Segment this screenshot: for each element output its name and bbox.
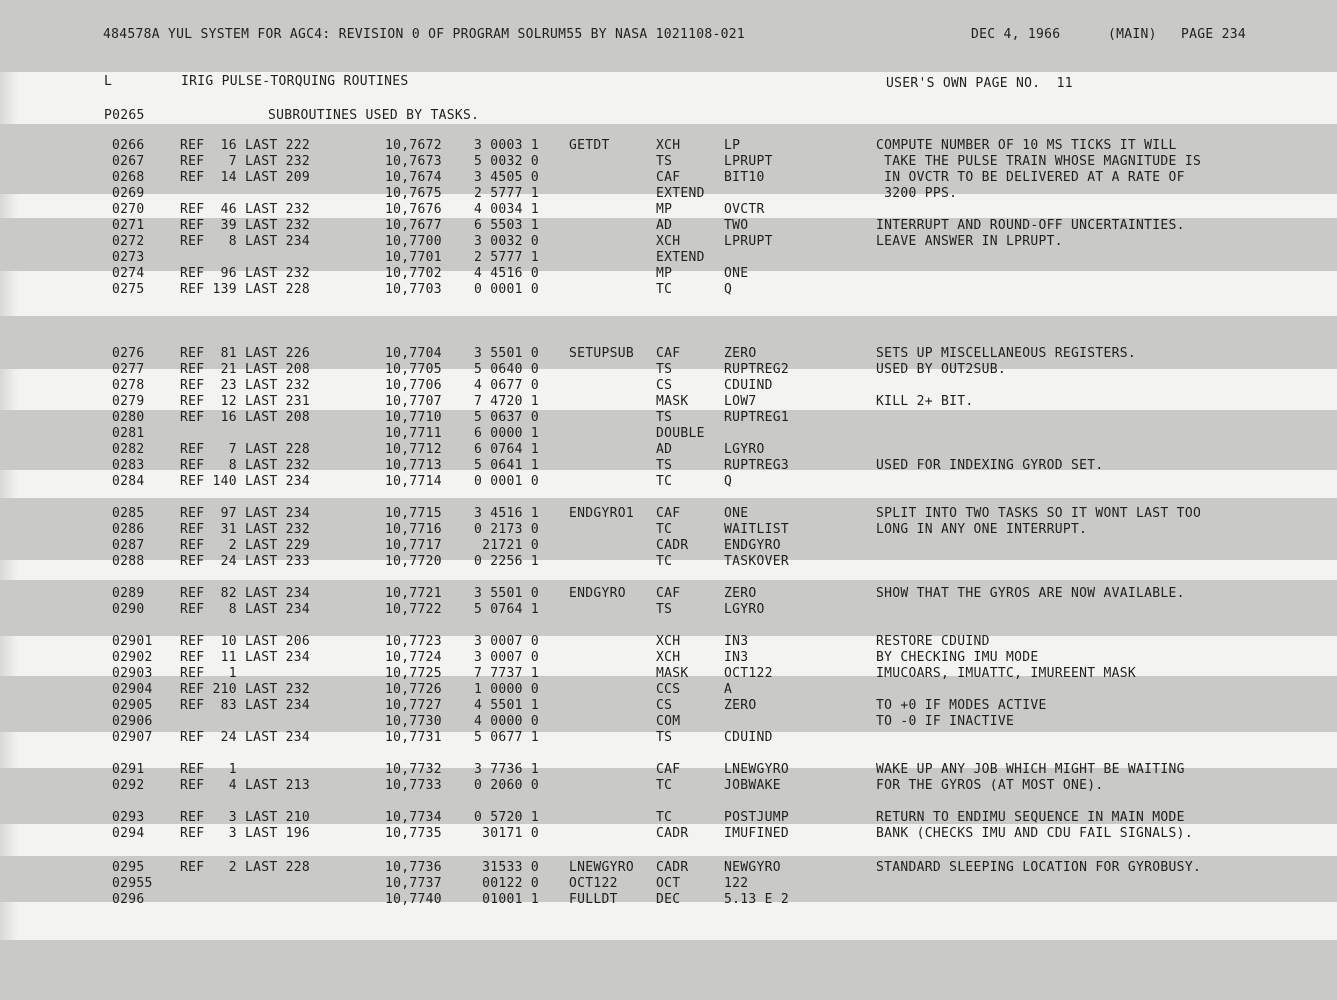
- operand-column: A: [724, 682, 733, 697]
- line-number: 0268: [112, 170, 145, 185]
- operand-column: CDUIND: [724, 378, 773, 393]
- operand-column: RUPTREG2: [724, 362, 790, 377]
- octal-code-column: 7 7737 1: [474, 666, 540, 681]
- ref-column: REF 1: [180, 762, 237, 777]
- line-number: 02905: [112, 698, 153, 713]
- ref-column: REF 16 LAST 208: [180, 410, 311, 425]
- address-column: 10,7716: [385, 522, 442, 537]
- octal-code-column: 5 0641 1: [474, 458, 540, 473]
- comment-column: BY CHECKING IMU MODE: [876, 650, 1039, 665]
- opcode-column: TS: [656, 154, 673, 169]
- ref-column: REF 7 LAST 228: [180, 442, 311, 457]
- address-column: 10,7726: [385, 682, 442, 697]
- ref-column: REF 11 LAST 234: [180, 650, 311, 665]
- line-number: 0274: [112, 266, 145, 281]
- line-number: 02955: [112, 876, 153, 891]
- octal-code-column: 0 2256 1: [474, 554, 540, 569]
- comment-column: USED BY OUT2SUB.: [876, 362, 1007, 377]
- operand-column: Q: [724, 474, 733, 489]
- ref-column: REF 1: [180, 666, 237, 681]
- comment-column: TAKE THE PULSE TRAIN WHOSE MAGNITUDE IS: [876, 154, 1202, 169]
- line-number: 0271: [112, 218, 145, 233]
- opcode-column: DEC: [656, 892, 681, 907]
- address-column: 10,7674: [385, 170, 442, 185]
- ref-column: REF 96 LAST 232: [180, 266, 311, 281]
- address-column: 10,7712: [385, 442, 442, 457]
- line-number: 0281: [112, 426, 145, 441]
- line-number: 0280: [112, 410, 145, 425]
- address-column: 10,7734: [385, 810, 442, 825]
- label-column: SETUPSUB: [569, 346, 635, 361]
- address-column: 10,7725: [385, 666, 442, 681]
- line-number: 02904: [112, 682, 153, 697]
- operand-column: LPRUPT: [724, 154, 773, 169]
- operand-column: WAITLIST: [724, 522, 790, 537]
- label-column: FULLDT: [569, 892, 618, 907]
- section-flag: L: [104, 74, 113, 89]
- octal-code-column: 0 5720 1: [474, 810, 540, 825]
- operand-column: RUPTREG1: [724, 410, 790, 425]
- ref-column: REF 8 LAST 234: [180, 602, 311, 617]
- opcode-column: AD: [656, 218, 673, 233]
- octal-code-column: 4 0677 0: [474, 378, 540, 393]
- printout-band: [0, 940, 1337, 1000]
- octal-code-column: 3 7736 1: [474, 762, 540, 777]
- ref-column: REF 81 LAST 226: [180, 346, 311, 361]
- opcode-column: TS: [656, 458, 673, 473]
- line-number: 0294: [112, 826, 145, 841]
- opcode-column: EXTEND: [656, 250, 705, 265]
- listing-main-tag: (MAIN): [1108, 27, 1157, 42]
- opcode-column: OCT: [656, 876, 681, 891]
- operand-column: TASKOVER: [724, 554, 790, 569]
- ref-column: REF 210 LAST 232: [180, 682, 311, 697]
- ref-column: REF 31 LAST 232: [180, 522, 311, 537]
- address-column: 10,7721: [385, 586, 442, 601]
- octal-code-column: 3 4516 1: [474, 506, 540, 521]
- comment-column: LONG IN ANY ONE INTERRUPT.: [876, 522, 1088, 537]
- address-column: 10,7673: [385, 154, 442, 169]
- address-column: 10,7723: [385, 634, 442, 649]
- line-number: 0291: [112, 762, 145, 777]
- operand-column: IN3: [724, 650, 749, 665]
- label-column: OCT122: [569, 876, 618, 891]
- address-column: 10,7711: [385, 426, 442, 441]
- line-number: 0286: [112, 522, 145, 537]
- opcode-column: MP: [656, 202, 673, 217]
- ref-column: REF 3 LAST 210: [180, 810, 311, 825]
- operand-column: LPRUPT: [724, 234, 773, 249]
- comment-column: BANK (CHECKS IMU AND CDU FAIL SIGNALS).: [876, 826, 1193, 841]
- opcode-column: TS: [656, 730, 673, 745]
- address-column: 10,7672: [385, 138, 442, 153]
- label-column: GETDT: [569, 138, 610, 153]
- octal-code-column: 3 0003 1: [474, 138, 540, 153]
- octal-code-column: 1 0000 0: [474, 682, 540, 697]
- comment-column: IN OVCTR TO BE DELIVERED AT A RATE OF: [876, 170, 1185, 185]
- address-column: 10,7720: [385, 554, 442, 569]
- subtitle-line-number: P0265: [104, 108, 145, 123]
- address-column: 10,7702: [385, 266, 442, 281]
- opcode-column: XCH: [656, 634, 681, 649]
- octal-code-column: 5 0032 0: [474, 154, 540, 169]
- line-number: 02906: [112, 714, 153, 729]
- address-column: 10,7701: [385, 250, 442, 265]
- octal-code-column: 2 5777 1: [474, 186, 540, 201]
- address-column: 10,7732: [385, 762, 442, 777]
- ref-column: REF 39 LAST 232: [180, 218, 311, 233]
- operand-column: IMUFINED: [724, 826, 790, 841]
- ref-column: REF 16 LAST 222: [180, 138, 311, 153]
- comment-column: TO +0 IF MODES ACTIVE: [876, 698, 1047, 713]
- octal-code-column: 4 0000 0: [474, 714, 540, 729]
- comment-column: SETS UP MISCELLANEOUS REGISTERS.: [876, 346, 1137, 361]
- operand-column: LNEWGYRO: [724, 762, 790, 777]
- ref-column: REF 14 LAST 209: [180, 170, 311, 185]
- operand-column: RUPTREG3: [724, 458, 790, 473]
- octal-code-column: 3 5501 0: [474, 346, 540, 361]
- line-number: 0266: [112, 138, 145, 153]
- ref-column: REF 139 LAST 228: [180, 282, 311, 297]
- address-column: 10,7706: [385, 378, 442, 393]
- octal-code-column: 4 5501 1: [474, 698, 540, 713]
- ref-column: REF 46 LAST 232: [180, 202, 311, 217]
- ref-column: REF 3 LAST 196: [180, 826, 311, 841]
- comment-column: INTERRUPT AND ROUND-OFF UNCERTAINTIES.: [876, 218, 1185, 233]
- ref-column: REF 97 LAST 234: [180, 506, 311, 521]
- address-column: 10,7727: [385, 698, 442, 713]
- opcode-column: TC: [656, 474, 673, 489]
- ref-column: REF 21 LAST 208: [180, 362, 311, 377]
- line-number: 0292: [112, 778, 145, 793]
- subtitle-text: SUBROUTINES USED BY TASKS.: [268, 108, 480, 123]
- address-column: 10,7717: [385, 538, 442, 553]
- comment-column: FOR THE GYROS (AT MOST ONE).: [876, 778, 1104, 793]
- line-number: 0275: [112, 282, 145, 297]
- line-number: 0287: [112, 538, 145, 553]
- octal-code-column: 0 2173 0: [474, 522, 540, 537]
- label-column: LNEWGYRO: [569, 860, 635, 875]
- line-number: 0279: [112, 394, 145, 409]
- line-number: 0273: [112, 250, 145, 265]
- address-column: 10,7707: [385, 394, 442, 409]
- comment-column: STANDARD SLEEPING LOCATION FOR GYROBUSY.: [876, 860, 1202, 875]
- comment-column: LEAVE ANSWER IN LPRUPT.: [876, 234, 1063, 249]
- comment-column: WAKE UP ANY JOB WHICH MIGHT BE WAITING: [876, 762, 1185, 777]
- opcode-column: MASK: [656, 666, 689, 681]
- line-number: 02902: [112, 650, 153, 665]
- octal-code-column: 31533 0: [474, 860, 540, 875]
- opcode-column: EXTEND: [656, 186, 705, 201]
- octal-code-column: 30171 0: [474, 826, 540, 841]
- opcode-column: CS: [656, 698, 673, 713]
- line-number: 0295: [112, 860, 145, 875]
- ref-column: REF 83 LAST 234: [180, 698, 311, 713]
- ref-column: REF 2 LAST 229: [180, 538, 311, 553]
- operand-column: 122: [724, 876, 749, 891]
- octal-code-column: 5 0764 1: [474, 602, 540, 617]
- section-title: IRIG PULSE-TORQUING ROUTINES: [181, 74, 409, 89]
- opcode-column: TC: [656, 282, 673, 297]
- opcode-column: CADR: [656, 538, 689, 553]
- operand-column: CDUIND: [724, 730, 773, 745]
- comment-column: RETURN TO ENDIMU SEQUENCE IN MAIN MODE: [876, 810, 1185, 825]
- opcode-column: CAF: [656, 170, 681, 185]
- octal-code-column: 01001 1: [474, 892, 540, 907]
- address-column: 10,7676: [385, 202, 442, 217]
- line-number: 0270: [112, 202, 145, 217]
- opcode-column: TS: [656, 410, 673, 425]
- ref-column: REF 10 LAST 206: [180, 634, 311, 649]
- listing-page-number: PAGE 234: [1181, 27, 1247, 42]
- opcode-column: TC: [656, 522, 673, 537]
- opcode-column: MP: [656, 266, 673, 281]
- opcode-column: CADR: [656, 860, 689, 875]
- operand-column: LGYRO: [724, 442, 765, 457]
- ref-column: REF 4 LAST 213: [180, 778, 311, 793]
- line-number: 0282: [112, 442, 145, 457]
- label-column: ENDGYRO1: [569, 506, 635, 521]
- opcode-column: TC: [656, 810, 673, 825]
- operand-column: LP: [724, 138, 741, 153]
- ref-column: REF 12 LAST 231: [180, 394, 311, 409]
- opcode-column: CAF: [656, 506, 681, 521]
- user-page-number: USER'S OWN PAGE NO. 11: [886, 76, 1073, 91]
- operand-column: ENDGYRO: [724, 538, 781, 553]
- address-column: 10,7705: [385, 362, 442, 377]
- opcode-column: CAF: [656, 762, 681, 777]
- line-number: 0284: [112, 474, 145, 489]
- address-column: 10,7733: [385, 778, 442, 793]
- line-number: 0276: [112, 346, 145, 361]
- opcode-column: XCH: [656, 234, 681, 249]
- address-column: 10,7730: [385, 714, 442, 729]
- line-number: 0288: [112, 554, 145, 569]
- opcode-column: XCH: [656, 138, 681, 153]
- label-column: ENDGYRO: [569, 586, 626, 601]
- listing-title: 484578A YUL SYSTEM FOR AGC4: REVISION 0 OF PROGRAM SOLRUM55 BY NASA 1021108-021: [103, 27, 746, 42]
- octal-code-column: 21721 0: [474, 538, 540, 553]
- octal-code-column: 6 0764 1: [474, 442, 540, 457]
- address-column: 10,7731: [385, 730, 442, 745]
- comment-column: 3200 PPS.: [876, 186, 958, 201]
- octal-code-column: 0 0001 0: [474, 474, 540, 489]
- opcode-column: DOUBLE: [656, 426, 705, 441]
- operand-column: JOBWAKE: [724, 778, 781, 793]
- comment-column: USED FOR INDEXING GYROD SET.: [876, 458, 1104, 473]
- operand-column: ONE: [724, 506, 749, 521]
- line-number: 0277: [112, 362, 145, 377]
- opcode-column: MASK: [656, 394, 689, 409]
- address-column: 10,7715: [385, 506, 442, 521]
- octal-code-column: 3 5501 0: [474, 586, 540, 601]
- line-number: 02901: [112, 634, 153, 649]
- address-column: 10,7704: [385, 346, 442, 361]
- ref-column: REF 8 LAST 232: [180, 458, 311, 473]
- octal-code-column: 5 0640 0: [474, 362, 540, 377]
- line-number: 0293: [112, 810, 145, 825]
- ref-column: REF 2 LAST 228: [180, 860, 311, 875]
- octal-code-column: 3 4505 0: [474, 170, 540, 185]
- opcode-column: CS: [656, 378, 673, 393]
- line-number: 0272: [112, 234, 145, 249]
- line-number: 0267: [112, 154, 145, 169]
- line-number: 0285: [112, 506, 145, 521]
- comment-column: TO -0 IF INACTIVE: [876, 714, 1015, 729]
- operand-column: BIT10: [724, 170, 765, 185]
- address-column: 10,7700: [385, 234, 442, 249]
- operand-column: LOW7: [724, 394, 757, 409]
- line-number: 02903: [112, 666, 153, 681]
- octal-code-column: 0 0001 0: [474, 282, 540, 297]
- line-number: 0283: [112, 458, 145, 473]
- octal-code-column: 00122 0: [474, 876, 540, 891]
- opcode-column: CAF: [656, 346, 681, 361]
- octal-code-column: 7 4720 1: [474, 394, 540, 409]
- address-column: 10,7740: [385, 892, 442, 907]
- octal-code-column: 6 5503 1: [474, 218, 540, 233]
- address-column: 10,7724: [385, 650, 442, 665]
- address-column: 10,7703: [385, 282, 442, 297]
- operand-column: IN3: [724, 634, 749, 649]
- address-column: 10,7736: [385, 860, 442, 875]
- ref-column: REF 8 LAST 234: [180, 234, 311, 249]
- address-column: 10,7675: [385, 186, 442, 201]
- opcode-column: CCS: [656, 682, 681, 697]
- opcode-column: XCH: [656, 650, 681, 665]
- comment-column: KILL 2+ BIT.: [876, 394, 974, 409]
- line-number: 0269: [112, 186, 145, 201]
- ref-column: REF 23 LAST 232: [180, 378, 311, 393]
- operand-column: TWO: [724, 218, 749, 233]
- ref-column: REF 82 LAST 234: [180, 586, 311, 601]
- address-column: 10,7737: [385, 876, 442, 891]
- address-column: 10,7710: [385, 410, 442, 425]
- comment-column: RESTORE CDUIND: [876, 634, 990, 649]
- operand-column: Q: [724, 282, 733, 297]
- operand-column: LGYRO: [724, 602, 765, 617]
- line-number: 0289: [112, 586, 145, 601]
- comment-column: SPLIT INTO TWO TASKS SO IT WONT LAST TOO: [876, 506, 1202, 521]
- operand-column: ZERO: [724, 346, 757, 361]
- comment-column: SHOW THAT THE GYROS ARE NOW AVAILABLE.: [876, 586, 1185, 601]
- octal-code-column: 4 4516 0: [474, 266, 540, 281]
- octal-code-column: 3 0007 0: [474, 634, 540, 649]
- octal-code-column: 5 0637 0: [474, 410, 540, 425]
- ref-column: REF 24 LAST 233: [180, 554, 311, 569]
- opcode-column: TS: [656, 362, 673, 377]
- operand-column: NEWGYRO: [724, 860, 781, 875]
- line-number: 0278: [112, 378, 145, 393]
- opcode-column: TC: [656, 778, 673, 793]
- operand-column: OVCTR: [724, 202, 765, 217]
- operand-column: POSTJUMP: [724, 810, 790, 825]
- opcode-column: CADR: [656, 826, 689, 841]
- opcode-column: TS: [656, 602, 673, 617]
- octal-code-column: 6 0000 1: [474, 426, 540, 441]
- opcode-column: TC: [656, 554, 673, 569]
- listing-date: DEC 4, 1966: [971, 27, 1061, 42]
- ref-column: REF 24 LAST 234: [180, 730, 311, 745]
- address-column: 10,7722: [385, 602, 442, 617]
- opcode-column: CAF: [656, 586, 681, 601]
- opcode-column: COM: [656, 714, 681, 729]
- ref-column: REF 7 LAST 232: [180, 154, 311, 169]
- line-number: 0290: [112, 602, 145, 617]
- comment-column: IMUCOARS, IMUATTC, IMUREENT MASK: [876, 666, 1137, 681]
- octal-code-column: 0 2060 0: [474, 778, 540, 793]
- operand-column: ZERO: [724, 698, 757, 713]
- operand-column: 5.13 E 2: [724, 892, 790, 907]
- operand-column: OCT122: [724, 666, 773, 681]
- address-column: 10,7714: [385, 474, 442, 489]
- octal-code-column: 2 5777 1: [474, 250, 540, 265]
- octal-code-column: 4 0034 1: [474, 202, 540, 217]
- ref-column: REF 140 LAST 234: [180, 474, 311, 489]
- address-column: 10,7735: [385, 826, 442, 841]
- operand-column: ZERO: [724, 586, 757, 601]
- opcode-column: AD: [656, 442, 673, 457]
- comment-column: COMPUTE NUMBER OF 10 MS TICKS IT WILL: [876, 138, 1177, 153]
- octal-code-column: 3 0007 0: [474, 650, 540, 665]
- address-column: 10,7713: [385, 458, 442, 473]
- operand-column: ONE: [724, 266, 749, 281]
- line-number: 02907: [112, 730, 153, 745]
- octal-code-column: 3 0032 0: [474, 234, 540, 249]
- octal-code-column: 5 0677 1: [474, 730, 540, 745]
- line-number: 0296: [112, 892, 145, 907]
- address-column: 10,7677: [385, 218, 442, 233]
